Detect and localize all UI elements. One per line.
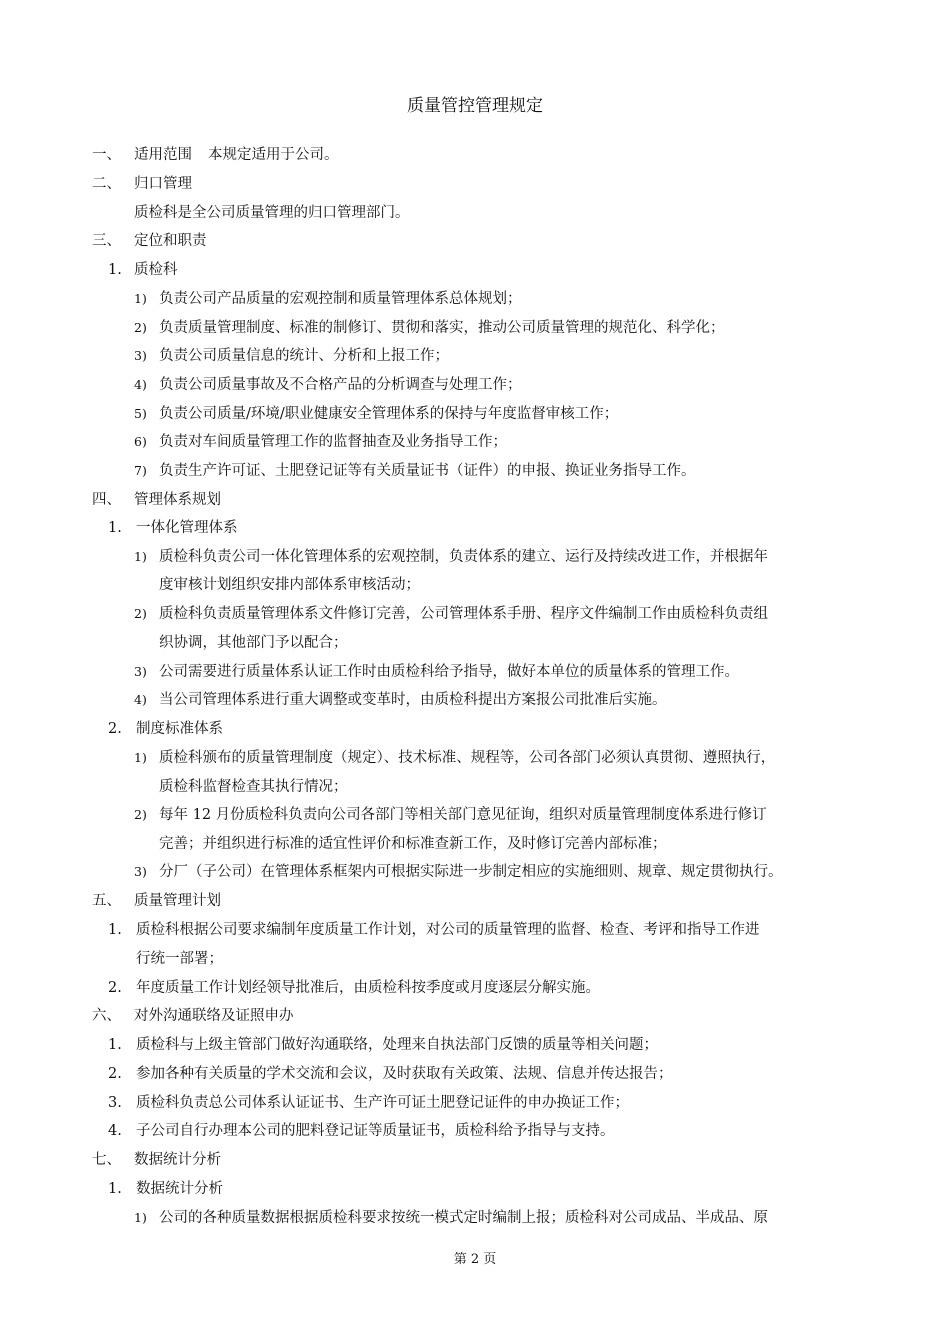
list-item-line: 分厂（子公司）在管理体系框架内可根据实际进一步制定相应的实施细则、规章、规定贯彻执行。 <box>159 864 783 880</box>
section-number: 四、 <box>92 492 121 508</box>
paragraph: 本规定适用于公司。 <box>208 147 339 163</box>
section-heading: 管理体系规划 <box>134 492 221 508</box>
list-item-line: 质检科与上级主管部门做好沟通联络，处理来自执法部门反馈的质量等相关问题； <box>136 1037 658 1053</box>
list-number: 3) <box>134 864 147 879</box>
list-number: 1. <box>108 1037 122 1053</box>
list-number: 2) <box>134 807 147 822</box>
subsection-label: 制度标准体系 <box>136 721 223 737</box>
list-item: 负责质量管理制度、标准的制修订、贯彻和落实，推动公司质量管理的规范化、科学化； <box>159 320 725 336</box>
page-number: 第 2 页 <box>453 1252 497 1267</box>
list-number: 2. <box>108 1066 122 1082</box>
section-heading: 定位和职责 <box>134 233 207 249</box>
list-item-line: 质检科根据公司要求编制年度质量工作计划，对公司的质量管理的监督、检查、考评和指导工作进 <box>136 922 760 938</box>
list-item: 负责公司质量信息的统计、分析和上报工作； <box>159 348 449 364</box>
paragraph: 质检科是全公司质量管理的归口管理部门。 <box>134 205 410 221</box>
list-item-line: 完善；并组织进行标准的适宜性评价和标准查新工作，及时修订完善内部标准； <box>159 836 667 852</box>
list-number: 5) <box>134 406 147 421</box>
list-item-line: 织协调，其他部门予以配合； <box>159 635 348 651</box>
list-number: 7) <box>134 463 147 478</box>
document-title: 质量管控管理规定 <box>407 96 543 116</box>
list-number: 1. <box>108 520 122 536</box>
section-heading: 质量管理计划 <box>134 893 221 909</box>
section-heading: 数据统计分析 <box>134 1152 221 1168</box>
list-item: 负责对车间质量管理工作的监督抽查及业务指导工作； <box>159 434 507 450</box>
list-number: 1) <box>134 549 147 564</box>
section-number: 三、 <box>92 233 121 249</box>
list-number: 1. <box>108 262 122 278</box>
list-item-line: 公司需要进行质量体系认证工作时由质检科给予指导，做好本单位的质量体系的管理工作。 <box>159 664 739 680</box>
subsection-label: 质检科 <box>134 262 178 278</box>
section-number: 一、 <box>92 147 121 163</box>
list-number: 4) <box>134 377 147 392</box>
list-number: 2) <box>134 320 147 335</box>
section-heading: 适用范围 <box>134 147 192 163</box>
list-item-line: 质检科负责总公司体系认证证书、生产许可证土肥登记证件的申办换证工作； <box>136 1095 629 1111</box>
list-item-line: 每年 12 月份质检科负责向公司各部门等相关部门意见征询，组织对质量管理制度体系进行修订 <box>159 807 767 823</box>
list-number: 1. <box>108 922 122 938</box>
list-number: 1) <box>134 1210 147 1225</box>
list-item-line: 质检科负责质量管理体系文件修订完善，公司管理体系手册、程序文件编制工作由质检科负责组 <box>159 606 768 622</box>
list-number: 3. <box>108 1095 122 1111</box>
list-number: 6) <box>134 434 147 449</box>
list-item-line: 质检科负责公司一体化管理体系的宏观控制，负责体系的建立、运行及持续改进工作，并根据年 <box>159 549 768 565</box>
list-item: 负责公司产品质量的宏观控制和质量管理体系总体规划； <box>159 291 522 307</box>
list-number: 4) <box>134 692 147 707</box>
list-item: 负责公司质量事故及不合格产品的分析调查与处理工作； <box>159 377 522 393</box>
list-item-line: 公司的各种质量数据根据质检科要求按统一模式定时编制上报；质检科对公司成品、半成品、原 <box>159 1210 768 1226</box>
list-item-line: 质检科监督检查其执行情况； <box>159 779 348 795</box>
list-item-line: 度审核计划组织安排内部体系审核活动； <box>159 577 420 593</box>
list-item-line: 参加各种有关质量的学术交流和会议，及时获取有关政策、法规、信息并传达报告； <box>136 1066 673 1082</box>
section-heading: 归口管理 <box>134 176 192 192</box>
list-number: 3) <box>134 348 147 363</box>
section-number: 五、 <box>92 893 121 909</box>
section-number: 七、 <box>92 1152 121 1168</box>
list-item-line: 子公司自行办理本公司的肥料登记证等质量证书，质检科给予指导与支持。 <box>136 1123 615 1139</box>
list-item-line: 当公司管理体系进行重大调整或变革时，由质检科提出方案报公司批准后实施。 <box>159 692 667 708</box>
list-number: 2. <box>108 721 122 737</box>
list-number: 4. <box>108 1123 122 1139</box>
list-number: 2) <box>134 606 147 621</box>
list-number: 1) <box>134 291 147 306</box>
section-number: 六、 <box>92 1008 121 1024</box>
section-number: 二、 <box>92 176 121 192</box>
list-item-line: 行统一部署； <box>136 951 223 967</box>
subsection-label: 数据统计分析 <box>136 1181 223 1197</box>
list-item-line: 质检科颁布的质量管理制度（规定）、技术标准、规程等，公司各部门必须认真贯彻、遵照执行， <box>159 750 776 766</box>
subsection-label: 一体化管理体系 <box>136 520 238 536</box>
list-number: 3) <box>134 664 147 679</box>
section-heading: 对外沟通联络及证照申办 <box>134 1008 294 1024</box>
list-number: 1) <box>134 750 147 765</box>
list-item: 负责生产许可证、土肥登记证等有关质量证书（证件）的申报、换证业务指导工作。 <box>159 463 696 479</box>
list-item-line: 年度质量工作计划经领导批准后，由质检科按季度或月度逐层分解实施。 <box>136 980 600 996</box>
list-number: 2. <box>108 980 122 996</box>
list-item: 负责公司质量/环境/职业健康安全管理体系的保持与年度监督审核工作； <box>159 406 619 422</box>
list-number: 1. <box>108 1181 122 1197</box>
